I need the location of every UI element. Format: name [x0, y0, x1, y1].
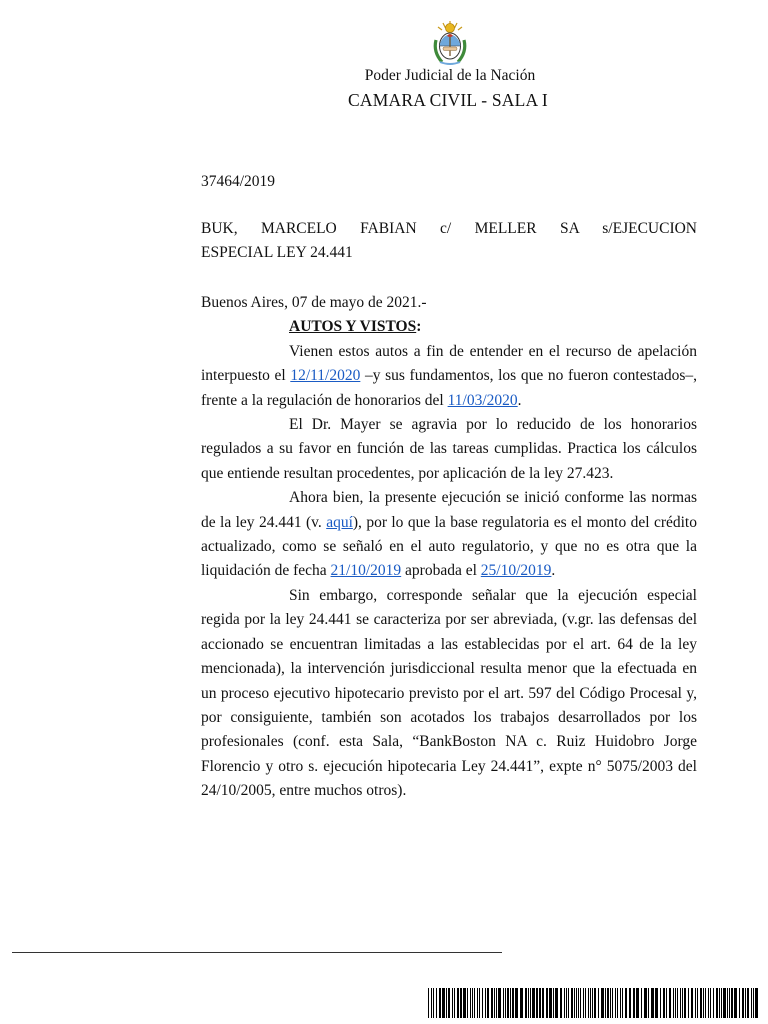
- p1-text-c: .: [517, 391, 522, 409]
- p1-text-a: Vienen estos autos a fin de entender en el recurso de apelación interpuesto el: [201, 342, 697, 385]
- case-title-line1: BUK, MARCELO FABIAN c/ MELLER SA s/EJECUCION: [201, 220, 697, 237]
- footer-divider: [12, 952, 502, 953]
- heading-text: AUTOS Y VISTOS: [289, 318, 417, 336]
- link-aqui[interactable]: aquí: [326, 513, 353, 531]
- p1-text-b: –y sus fundamentos, los que no fueron contestados–, frente a la regulación de honorarios del: [201, 367, 697, 409]
- section-heading: [289, 315, 697, 339]
- paragraph-2: El Dr. Mayer se agravia por lo reducido de los honorarios regulados a su favor en función de las tareas cumplidas. Practica los cálculos que entiende resultan procedentes, por aplicación de la ley 27.423.: [201, 416, 697, 482]
- institution-name: Poder Judicial de la Nación: [364, 67, 536, 84]
- resolution-body: [201, 291, 697, 804]
- barcode-icon: [428, 988, 760, 1018]
- chamber-name: CAMARA CIVIL - SALA I: [348, 90, 548, 110]
- p3-text-b: ), por lo que la base regulatoria es el monto del crédito actualizado, como se señaló en el auto regulatorio, y que no es otra que la liquidación de fecha: [201, 513, 697, 580]
- link-11-03-2020[interactable]: 11/03/2020: [447, 391, 518, 409]
- p3-text-c: aprobada el: [401, 562, 481, 580]
- place-date: Buenos Aires, 07 de mayo de 2021.-: [201, 294, 427, 311]
- case-title: [201, 217, 697, 266]
- p3-text-d: .: [551, 562, 556, 580]
- paragraph-1: [201, 340, 697, 413]
- paragraph-4: Sin embargo, corresponde señalar que la ejecución especial regida por la ley 24.441 se caracteriza por ser abreviada, (v.gr. las defensas del accionado se encuentran limitadas a las establecidas por el art. 64 de la ley mencionada), la intervención jurisdiccional resulta menor que la efectuada en un proceso ejecutivo hipotecario previsto por el art. 597 del Código Procesal y, por consiguiente, también son acotados los trabajos desarrollados por los profesionales (conf. esta Sala, “BankBoston NA c. Ruiz Huidobro Jorge Florencio y otro s. ejecución hipotecaria Ley 24.441”, expte n° 5075/2003 del 24/10/2005, entre muchos otros).: [201, 586, 697, 800]
- p3-text-a: Ahora bien, la presente ejecución se inició conforme las normas de la ley 24.441 (v.: [201, 489, 697, 531]
- case-number: 37464/2019: [201, 173, 276, 190]
- heading-colon: :: [416, 318, 422, 336]
- paragraph-3: [201, 486, 697, 584]
- case-title-line2: ESPECIAL LEY 24.441: [201, 244, 353, 262]
- link-21-10-2019[interactable]: 21/10/2019: [330, 562, 402, 580]
- link-25-10-2019[interactable]: 25/10/2019: [480, 562, 552, 580]
- link-12-11-2020[interactable]: 12/11/2020: [290, 367, 361, 385]
- coat-of-arms-icon: [428, 20, 472, 66]
